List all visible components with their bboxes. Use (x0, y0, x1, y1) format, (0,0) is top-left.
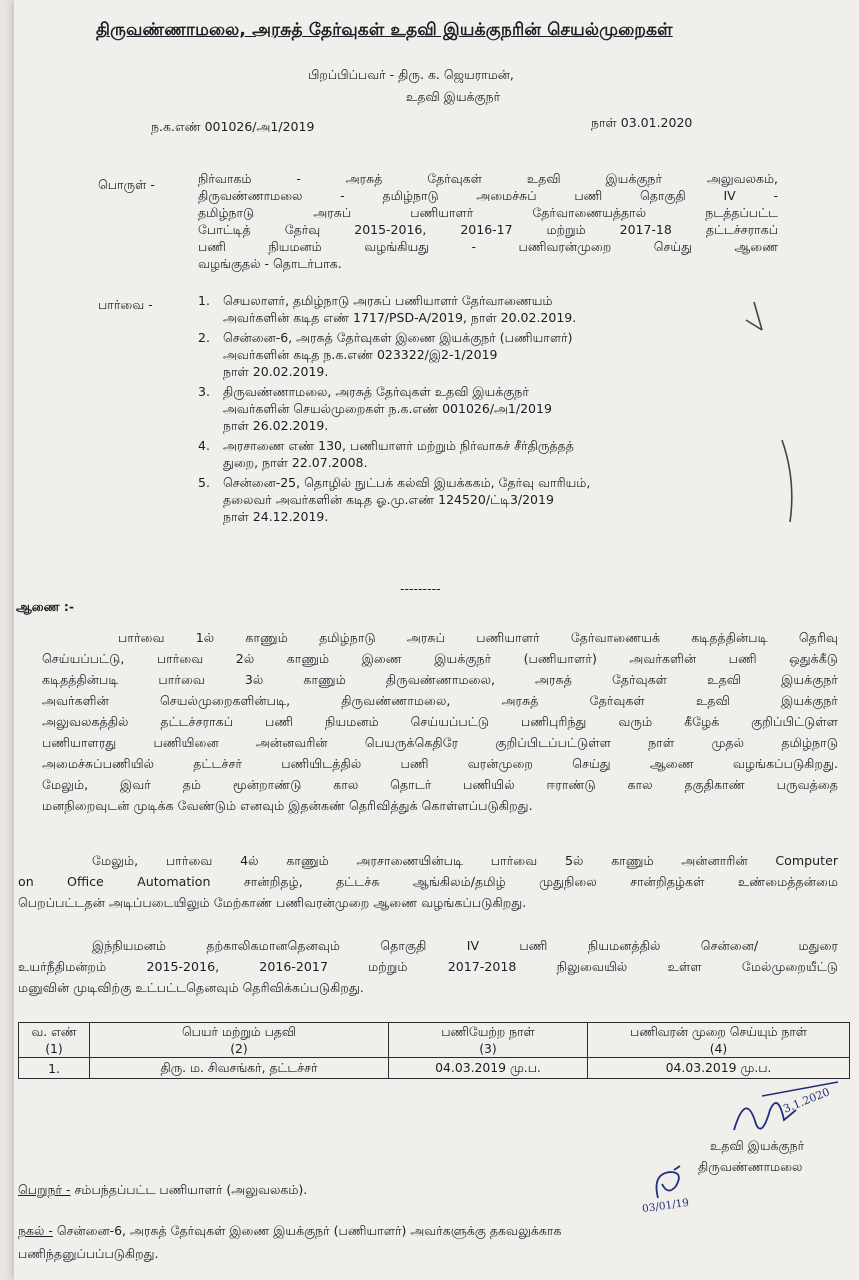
order-label: ஆணை :- (16, 599, 75, 614)
reference-item: 4. அரசாணை எண் 130, பணியாளர் மற்றும் நிர்வாகச் சீர்திருத்தத் துறை, நாள் 22.07.2008. (198, 438, 574, 470)
signatory-place: திருவண்ணாமலை (698, 1159, 803, 1174)
order-paragraph-1: பார்வை 1ல் காணும் தமிழ்நாடு அரசுப் பணியாளர் தேர்வாணையக் கடிதத்தின்படி தெரிவு செய்யப்பட்டு, பார்வை 2ல் காணும் இணை இயக்குநர் (பணியாளர்) அவர்களின் பணி ஒதுக்கீடு கடிதத்தின்படி பார்வை 3ல் காணும் திருவண்ணாமலை, அரசுத் தேர்வுகள் உதவி இயக்குநர் அவர்களின் செயல்முறைகளின்படி, திருவண்ணாமலை, அரசுத் தேர்வுகள் உதவி இயக்குநர் அலுவலகத்தில் தட்டச்சராகப் பணி நியமனம் செய்யப்பட்டு பணிபுரிந்து வரும் கீழேக் குறிப்பிட்டுள்ள பணியாளரது பணியினை அன்னவரின் பெயருக்கெதிரே குறிப்பிடப்பட்டுள்ள நாள் முதல் தமிழ்நாடு அமைச்சுப்பணியில் தட்டச்சர் பணியிடத்தில் பணி வரன்முறை செய்து ஆணை வழங்கப்படுகிறது. மேலும், இவர் தம் மூன்றாண்டு கால தொடர் பணியில் ஈராண்டு கால தகுதிகாண் பருவத்தை மனநிறைவுடன் முடிக்க வேண்டும் எனவும் இதன்கண் தெரிவித்துக் கொள்ளப்படுகிறது. (42, 630, 838, 813)
recipient-label: பெறுநர் - (18, 1182, 71, 1197)
document-date: நாள் 03.01.2020 (591, 115, 693, 130)
subject-line: தமிழ்நாடு அரசுப் பணியாளர் தேர்வாணையத்தால் நடத்தப்பட்ட (198, 205, 778, 220)
copy-line (18, 1222, 561, 1239)
subject-line: திருவண்ணாமலை - தமிழ்நாடு அமைச்சுப் பணி தொகுதி IV - (198, 188, 778, 203)
table-header-row (19, 1023, 850, 1058)
copy-text: சென்னை-6, அரசுத் தேர்வுகள் இணை இயக்குநர் (பணியாளர்) அவர்களுக்கு தகவலுக்காக (56, 1223, 562, 1238)
references-label: பார்வை - (98, 297, 153, 312)
table-header-cell: வ. எண் (1) (19, 1023, 90, 1058)
reference-item: 1. செயலாளர், தமிழ்நாடு அரசுப் பணியாளர் தேர்வாணையம் அவர்களின் கடித எண் 1717/PSD-A/2019, நாள் 20.02.2019. (198, 293, 577, 325)
issuer-designation: உதவி இயக்குநர் (406, 89, 501, 104)
subject-line: போட்டித் தேர்வு 2015-2016, 2016-17 மற்றும் 2017-18 தட்டச்சராகப் (198, 222, 778, 237)
subject-label: பொருள் - (98, 177, 155, 192)
table-cell: திரு. ம. சிவசங்கர், தட்டச்சர் (90, 1058, 389, 1079)
table-cell: 1. (19, 1058, 90, 1079)
subject-line: பணி நியமனம் வழங்கியது - பணிவரன்முறை செய்து ஆணை (198, 239, 778, 254)
employee-table (18, 1022, 850, 1079)
subject-line: நிர்வாகம் - அரசுத் தேர்வுகள் உதவி இயக்குநர் அலுவலகம், (198, 171, 778, 186)
initial-date: 03/01/19 (641, 1196, 690, 1216)
table-header-cell: பணியேற்ற நாள் (3) (389, 1023, 588, 1058)
signatory-designation: உதவி இயக்குநர் (710, 1138, 805, 1153)
subject-line: வழங்குதல் - தொடர்பாக. (198, 256, 342, 271)
separator: --------- (400, 581, 441, 596)
order-paragraph-3: இந்நியமனம் தற்காலிகமானதெனவும் தொகுதி IV பணி நியமனத்தில் சென்னை/ மதுரை உயர்நீதிமன்றம் 2015-2016, 2016-2017 மற்றும் 2017-2018 நிலுவையில் உள்ள மேல்முறையீட்டு மனுவின் முடிவிற்கு உட்பட்டதெனவும் தெரிவிக்கப்படுகிறது. (18, 938, 838, 995)
handwritten-date: 3.1.2020 (781, 1085, 832, 1116)
reference-item: 3. திருவண்ணாமலை, அரசுத் தேர்வுகள் உதவி இயக்குநர் அவர்களின் செயல்முறைகள் ந.க.எண் 001026/அ1/2019 நாள் 26.02.2019. (198, 384, 552, 433)
copy-label: நகல் - (18, 1223, 53, 1238)
copy-line-2: பணிந்தனுப்பப்படுகிறது. (18, 1246, 159, 1261)
table-header-cell: பெயர் மற்றும் பதவி (2) (90, 1023, 389, 1058)
table-row (19, 1058, 850, 1079)
issuer-line: பிறப்பிப்பவர் - திரு. க. ஜெயராமன், (308, 67, 514, 82)
document-title: திருவண்ணாமலை, அரசுத் தேர்வுகள் உதவி இயக்குநரின் செயல்முறைகள் (96, 20, 673, 40)
reference-number: ந.க.எண் 001026/அ1/2019 (151, 119, 315, 134)
table-header-cell: பணிவரன் முறை செய்யும் நாள் (4) (588, 1023, 850, 1058)
references-list (198, 292, 590, 528)
reference-item: 2. சென்னை-6, அரசுத் தேர்வுகள் இணை இயக்குநர் (பணியாளர்) அவர்களின் கடித ந.க.எண் 023322/இ2-1/2019 நாள் 20.02.2019. (198, 330, 573, 379)
subject-text (198, 170, 778, 272)
table-cell: 04.03.2019 மு.ப. (389, 1058, 588, 1079)
pen-marks-icon (734, 290, 824, 540)
table-cell: 04.03.2019 மு.ப. (588, 1058, 850, 1079)
recipient-text: சம்பந்தப்பட்ட பணியாளர் (அலுவலகம்). (74, 1182, 308, 1197)
reference-item: 5. சென்னை-25, தொழில் நுட்பக் கல்வி இயக்ககம், தேர்வு வாரியம், தலைவர் அவர்களின் கடித ஓ.மு.எண் 124520/ட்டி3/2019 நாள் 24.12.2019. (198, 475, 591, 524)
order-paragraph-2: மேலும், பார்வை 4ல் காணும் அரசாணையின்படி பார்வை 5ல் காணும் அன்னாரின் Computer on Office Automation சான்றிதழ், தட்டச்சு ஆங்கிலம்/தமிழ் முதுநிலை சான்றிதழ்கள் உண்மைத்தன்மை பெறப்பட்டதன் அடிப்படையிலும் மேற்காண் பணிவரன்முறை ஆணை வழங்கப்படுகிறது. (18, 853, 838, 910)
document-page (14, 0, 859, 1280)
recipient-line (18, 1181, 307, 1198)
